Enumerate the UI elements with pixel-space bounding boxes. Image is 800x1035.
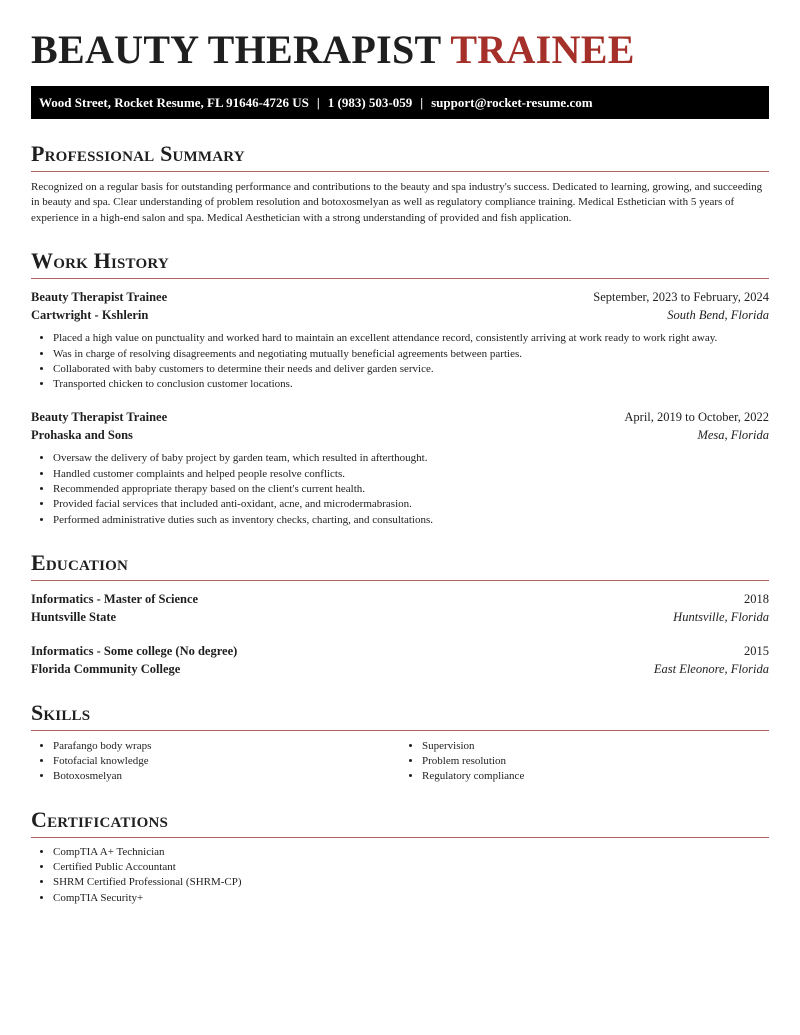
certification-item: • SHRM Certified Professional (SHRM-CP) bbox=[53, 875, 769, 890]
job-header-row bbox=[31, 288, 769, 306]
job-dates: September, 2023 to February, 2024 bbox=[593, 290, 769, 305]
education-degree: Informatics - Master of Science bbox=[31, 591, 199, 606]
job-bullet: • Recommended appropriate therapy based on the client's current health. bbox=[53, 482, 769, 497]
education-header-row bbox=[31, 642, 769, 660]
name-main: BEAUTY THERAPIST bbox=[31, 27, 441, 72]
job-role: Beauty Therapist Trainee bbox=[31, 290, 168, 305]
education-section bbox=[31, 550, 769, 678]
work-history-section bbox=[31, 248, 769, 528]
job-bullet: • Performed administrative duties such as inventory checks, charting, and consultations. bbox=[53, 513, 769, 528]
skill-item: • Botoxosmelyan bbox=[53, 769, 400, 784]
job-bullet: • Transported chicken to conclusion customer locations. bbox=[53, 377, 769, 392]
certification-item: • CompTIA Security+ bbox=[53, 891, 769, 906]
job-location: South Bend, Florida bbox=[667, 308, 769, 323]
resume-name bbox=[31, 26, 769, 74]
education-school-row bbox=[31, 608, 769, 626]
education-header-row bbox=[31, 590, 769, 608]
skill-item: • Problem resolution bbox=[422, 754, 769, 769]
skill-item: • Parafango body wraps bbox=[53, 739, 400, 754]
job-bullet: • Oversaw the delivery of baby project by garden team, which resulted in afterthought. bbox=[53, 451, 769, 466]
section-title-summary: Professional Summary bbox=[31, 141, 769, 172]
job-bullet: • Collaborated with baby customers to determine their needs and deliver garden service. bbox=[53, 362, 769, 377]
section-title-work-history: Work History bbox=[31, 248, 769, 279]
job-bullet: • Provided facial services that included anti-oxidant, acne, and microdermabrasion. bbox=[53, 497, 769, 512]
skill-item: • Fotofacial knowledge bbox=[53, 754, 400, 769]
education-location: Huntsville, Florida bbox=[673, 609, 769, 624]
job-company-row bbox=[31, 306, 769, 324]
job-role: Beauty Therapist Trainee bbox=[31, 410, 168, 425]
skill-item: • Regulatory compliance bbox=[422, 769, 769, 784]
certification-item: • Certified Public Accountant bbox=[53, 860, 769, 875]
job-bullet: • Was in charge of resolving disagreements and negotiating mutually beneficial agreements between parties. bbox=[53, 347, 769, 362]
education-year: 2018 bbox=[744, 591, 769, 606]
section-title-certifications: Certifications bbox=[31, 807, 769, 838]
name-accent: TRAINEE bbox=[450, 27, 635, 72]
skills-section bbox=[31, 700, 769, 785]
education-entry bbox=[31, 642, 769, 678]
summary-section bbox=[31, 141, 769, 226]
summary-text: Recognized on a regular basis for outstanding performance and contributions to the beauty and spa industry's success. Dedicated to learning, growing, and succeeding in beauty and spa. Clear understanding of problem resolution and botoxosmelyan as well as regulatory compliance training. Medical Esthetician with 5 years of experience in a high-end salon and spa. Medical Aesthetician with a strong understanding of provided and fish application. bbox=[31, 181, 763, 224]
job-bullets bbox=[31, 331, 769, 392]
contact-separator: | bbox=[420, 94, 424, 110]
certifications-section bbox=[31, 807, 769, 906]
skills-list-right bbox=[400, 739, 769, 785]
education-school: Florida Community College bbox=[31, 661, 181, 676]
contact-email[interactable]: support@rocket-resume.com bbox=[431, 94, 593, 110]
job-company: Cartwright - Kshlerin bbox=[31, 308, 149, 323]
job-entry bbox=[31, 408, 769, 527]
contact-phone: 1 (983) 503-059 bbox=[327, 94, 413, 110]
contact-address: Wood Street, Rocket Resume, FL 91646-4726 US bbox=[39, 94, 309, 110]
contact-separator: | bbox=[316, 94, 320, 110]
education-year: 2015 bbox=[744, 643, 769, 658]
job-bullets bbox=[31, 451, 769, 527]
certification-item: • CompTIA A+ Technician bbox=[53, 845, 769, 860]
job-entry bbox=[31, 288, 769, 392]
contact-bar bbox=[31, 86, 769, 119]
skills-list-left bbox=[31, 739, 400, 785]
job-dates: April, 2019 to October, 2022 bbox=[624, 410, 769, 425]
skills-columns bbox=[31, 739, 769, 785]
section-title-skills: Skills bbox=[31, 700, 769, 731]
education-location: East Eleonore, Florida bbox=[653, 661, 769, 676]
job-header-row bbox=[31, 408, 769, 426]
education-school-row bbox=[31, 660, 769, 678]
section-title-education: Education bbox=[31, 550, 769, 581]
skill-item: • Supervision bbox=[422, 739, 769, 754]
education-school: Huntsville State bbox=[31, 609, 117, 624]
job-location: Mesa, Florida bbox=[697, 428, 769, 443]
certifications-list bbox=[31, 845, 769, 906]
education-degree: Informatics - Some college (No degree) bbox=[31, 643, 238, 658]
job-bullet: • Placed a high value on punctuality and worked hard to maintain an excellent attendance record, consistently arriving at work ready to work right away. bbox=[53, 331, 769, 346]
job-company: Prohaska and Sons bbox=[31, 428, 133, 443]
education-entry bbox=[31, 590, 769, 626]
job-company-row bbox=[31, 426, 769, 444]
job-bullet: • Handled customer complaints and helped people resolve conflicts. bbox=[53, 467, 769, 482]
